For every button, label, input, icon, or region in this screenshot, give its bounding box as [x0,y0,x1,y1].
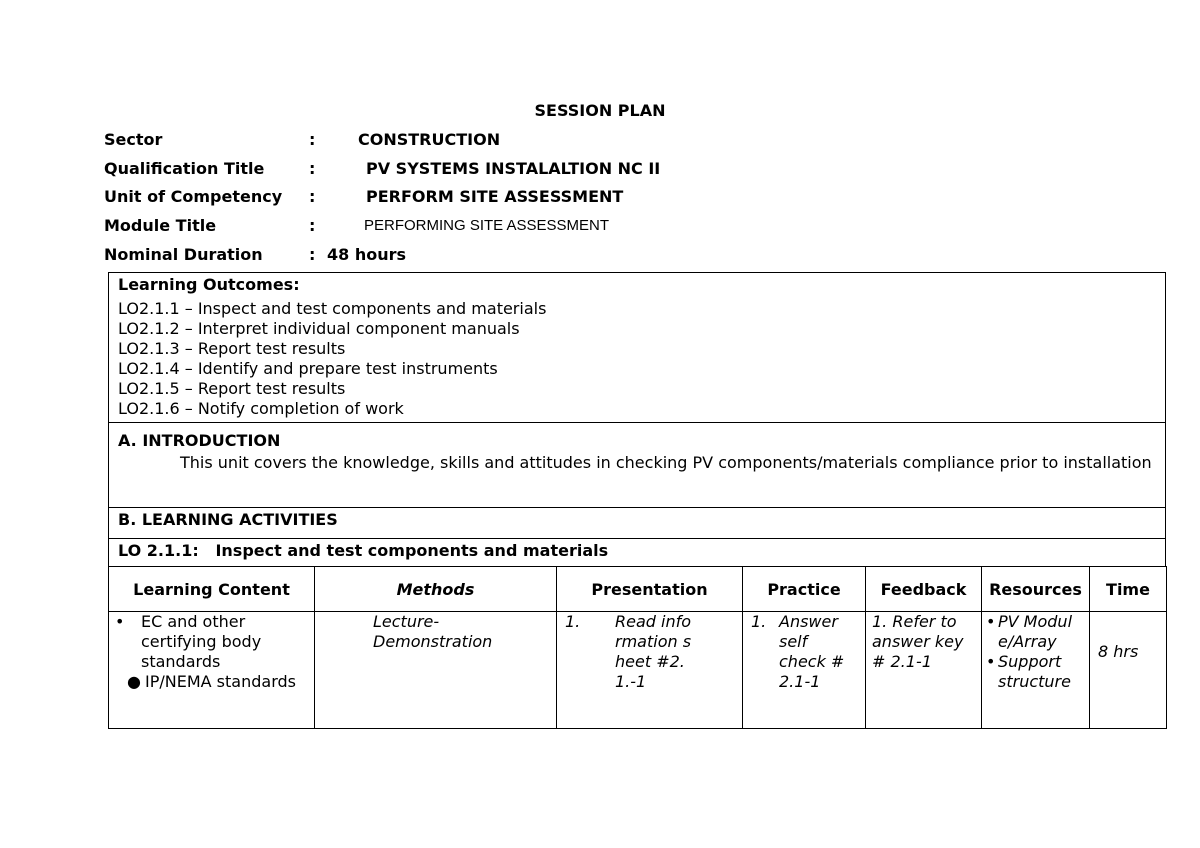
meta-colon: : [309,216,316,235]
presentation-cell [557,612,743,729]
bullet-icon: • [115,612,125,631]
practice-cell [743,612,866,729]
learning-outcome-item: LO2.1.6 – Notify completion of work [118,399,404,418]
learning-content-item: EC and other certifying body standards [141,612,262,671]
learning-outcome-item: LO2.1.2 – Interpret individual component manuals [118,319,520,338]
meta-colon: : [309,130,316,149]
introduction-body: This unit covers the knowledge, skills and attitudes in checking PV components/materials compliance prior to installation [180,453,1152,472]
introduction-heading: A. INTRODUCTION [118,431,281,450]
time-cell [1090,612,1167,729]
feedback-cell [866,612,982,729]
header-presentation: Presentation [557,567,743,612]
header-methods: Methods [315,567,557,612]
lo-heading: LO 2.1.1: Inspect and test components and materials [108,538,1166,567]
meta-colon: : [309,245,316,264]
meta-label: Nominal Duration [104,245,263,264]
learning-activities-table [108,566,1167,729]
feedback-text: 1. Refer to answer key # 2.1-1 [872,612,964,671]
meta-label: Sector [104,130,163,149]
bullet-icon: • [986,652,996,671]
bullet-icon: • [986,612,996,631]
meta-value: PERFORM SITE ASSESSMENT [366,187,624,206]
introduction-section [108,422,1166,508]
meta-label: Qualification Title [104,159,265,178]
learning-outcomes-heading: Learning Outcomes: [118,275,300,294]
practice-text: Answer self check # 2.1-1 [779,612,845,691]
meta-value: 48 hours [327,245,407,264]
header-resources: Resources [982,567,1090,612]
methods-cell [315,612,557,729]
time-value: 8 hrs [1098,642,1139,661]
learning-content-cell [109,612,315,729]
resources-cell [982,612,1090,729]
meta-value: CONSTRUCTION [358,130,501,149]
learning-outcome-item: LO2.1.5 – Report test results [118,379,346,398]
practice-number: 1. [751,612,767,631]
meta-colon: : [309,159,316,178]
learning-outcomes-section [108,272,1166,423]
presentation-number: 1. [565,612,581,631]
meta-colon: : [309,187,316,206]
header-learning-content: Learning Content [109,567,315,612]
learning-activities-heading: B. LEARNING ACTIVITIES [108,507,1166,539]
learning-content-item: IP/NEMA standards [145,672,296,691]
header-time: Time [1090,567,1167,612]
meta-value: PERFORMING SITE ASSESSMENT [364,217,610,234]
resource-item: Support structure [998,652,1071,691]
bullet-icon: ● [127,672,141,691]
learning-outcome-item: LO2.1.3 – Report test results [118,339,346,358]
header-practice: Practice [743,567,866,612]
meta-label: Unit of Competency [104,187,283,206]
meta-label: Module Title [104,216,217,235]
header-feedback: Feedback [866,567,982,612]
learning-outcome-item: LO2.1.1 – Inspect and test components and materials [118,299,547,318]
meta-value: PV SYSTEMS INSTALALTION NC II [366,159,661,178]
method-text: Lecture-Demonstration [373,612,493,651]
resource-item: PV Module/Array [998,612,1073,651]
learning-outcome-item: LO2.1.4 – Identify and prepare test instruments [118,359,498,378]
page-title: SESSION PLAN [534,101,666,120]
presentation-text: Read information sheet #2.1.-1 [615,612,692,691]
table-header-row [109,567,1167,612]
table-row [109,612,1167,729]
